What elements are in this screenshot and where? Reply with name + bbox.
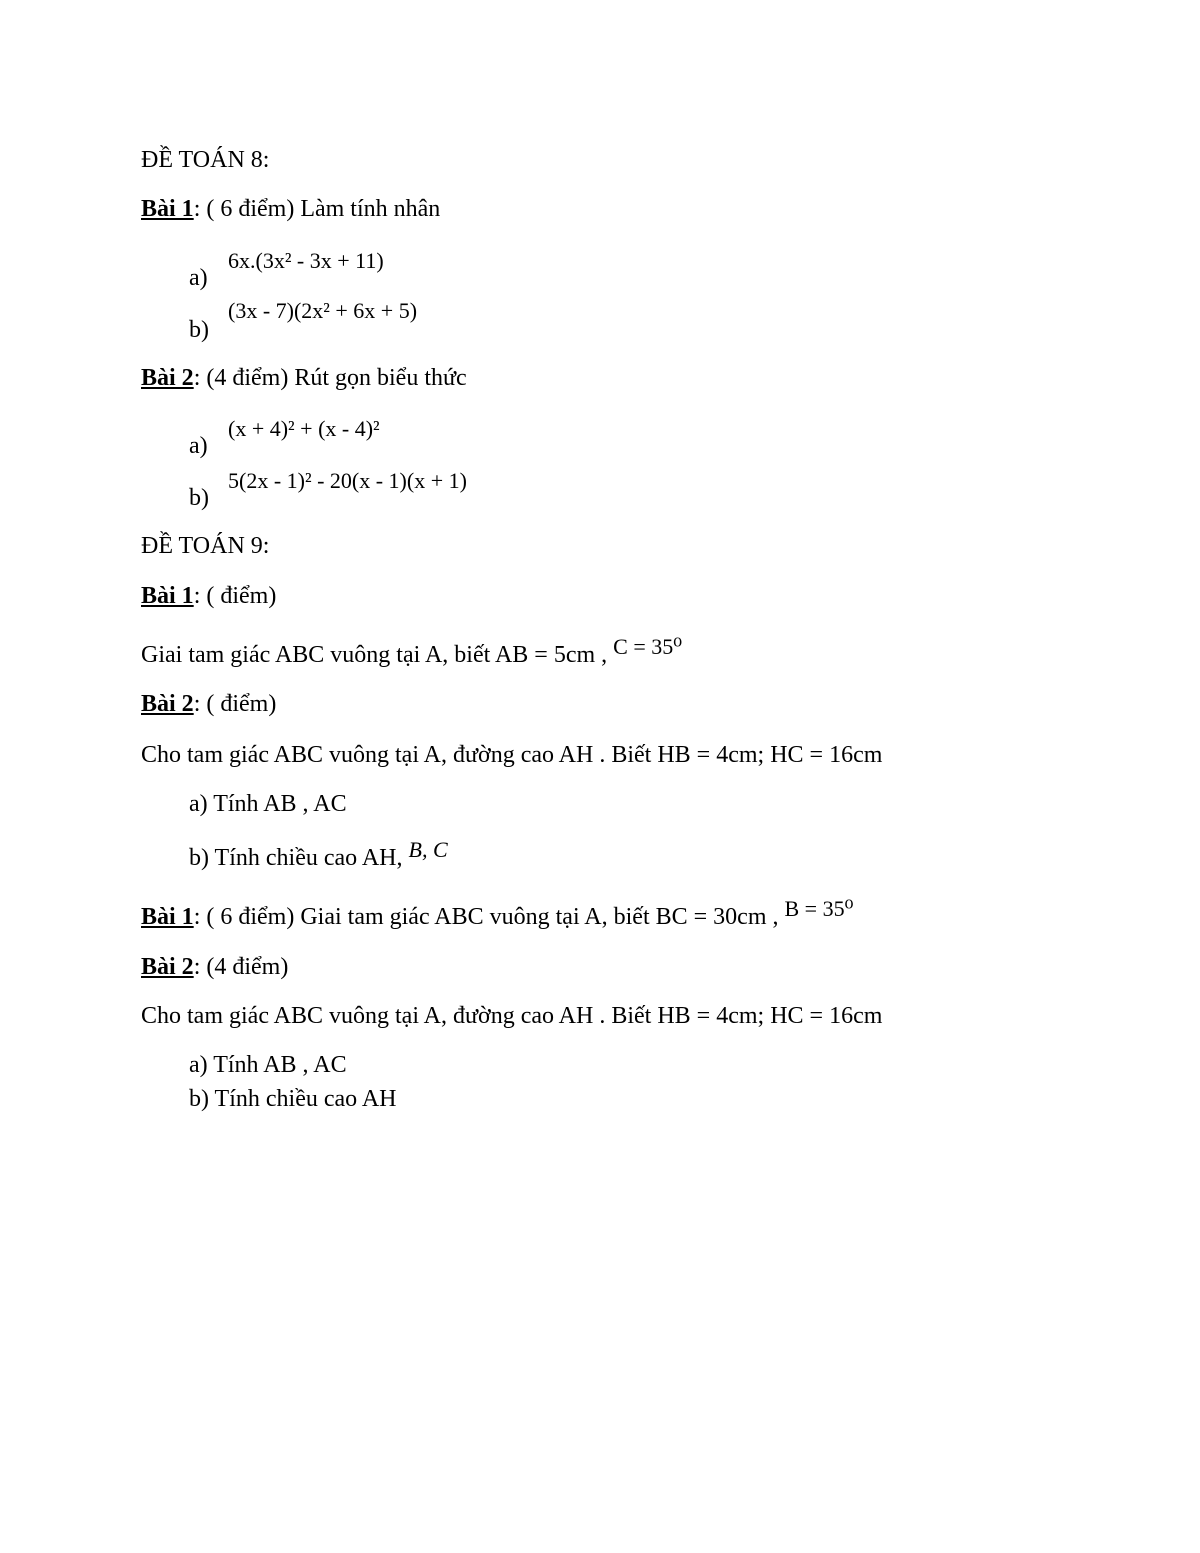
extra-bai2-heading <box>141 955 288 979</box>
extra-bai2-desc: : (4 điểm) <box>193 954 289 980</box>
de8-bai1-label: Bài 1 <box>141 196 194 222</box>
extra-bai1-desc: : ( 6 điểm) Giai tam giác ABC vuông tại A, biết BC = 30cm , <box>193 904 779 930</box>
de8-bai2-label: Bài 2 <box>141 365 194 391</box>
de8-bai1-a-expr <box>228 250 384 272</box>
extra-bai1-angle: B = 35⁰ <box>784 896 854 921</box>
de9-bai2-b <box>189 837 448 871</box>
extra-bai2-a: a) Tính AB , AC <box>189 1052 347 1078</box>
de9-bai2-text: Cho tam giác ABC vuông tại A, đường cao AH . Biết HB = 4cm; HC = 16cm <box>141 742 883 768</box>
de9-bai1-angle: C = 35⁰ <box>613 634 683 659</box>
de8-title: ĐỀ TOÁN 8: <box>141 147 270 173</box>
de9-bai2-heading <box>141 692 276 716</box>
de8-bai1-heading <box>141 197 440 221</box>
formula-text: (3x - 7)(2x² + 6x + 5) <box>228 298 418 323</box>
de9-bai1-desc: : ( điểm) <box>193 583 277 609</box>
extra-bai2-label: Bài 2 <box>141 954 194 980</box>
de8-bai1-desc: : ( 6 điểm) Làm tính nhân <box>193 196 441 222</box>
de8-bai2-a-expr <box>228 418 380 440</box>
de9-bai2-a: a) Tính AB , AC <box>189 791 347 817</box>
de8-bai2-b-label: b) <box>189 485 209 511</box>
de8-bai1-a-label: a) <box>189 265 208 291</box>
formula-text: 6x.(3x² - 3x + 11) <box>228 248 384 273</box>
de9-bai2-label: Bài 2 <box>141 691 194 717</box>
de8-bai1-b-expr <box>228 300 417 322</box>
de9-bai1-label: Bài 1 <box>141 583 194 609</box>
extra-bai2-text: Cho tam giác ABC vuông tại A, đường cao AH . Biết HB = 4cm; HC = 16cm <box>141 1003 883 1029</box>
de8-bai1-b-label: b) <box>189 317 209 343</box>
extra-bai1-heading <box>141 896 854 930</box>
extra-bai1-label: Bài 1 <box>141 904 194 930</box>
de8-bai2-desc: : (4 điểm) Rút gọn biểu thức <box>193 365 467 391</box>
formula-text: (x + 4)² + (x - 4)² <box>228 416 380 441</box>
de9-bai1-text <box>141 634 683 668</box>
extra-bai2-b: b) Tính chiều cao AH <box>189 1086 397 1112</box>
de9-bai2-desc: : ( điểm) <box>193 691 277 717</box>
de9-bai2-b-angles: B, C <box>408 837 448 862</box>
de8-bai2-a-label: a) <box>189 433 208 459</box>
de8-bai2-heading <box>141 366 467 390</box>
formula-text: 5(2x - 1)² - 20(x - 1)(x + 1) <box>228 468 467 493</box>
de8-bai2-b-expr <box>228 470 467 492</box>
de9-bai2-b-text: b) Tính chiều cao AH, <box>189 845 403 871</box>
de9-title: ĐỀ TOÁN 9: <box>141 533 270 559</box>
de9-bai1-statement: Giai tam giác ABC vuông tại A, biết AB = 5cm , <box>141 642 608 668</box>
de9-bai1-heading <box>141 584 276 608</box>
